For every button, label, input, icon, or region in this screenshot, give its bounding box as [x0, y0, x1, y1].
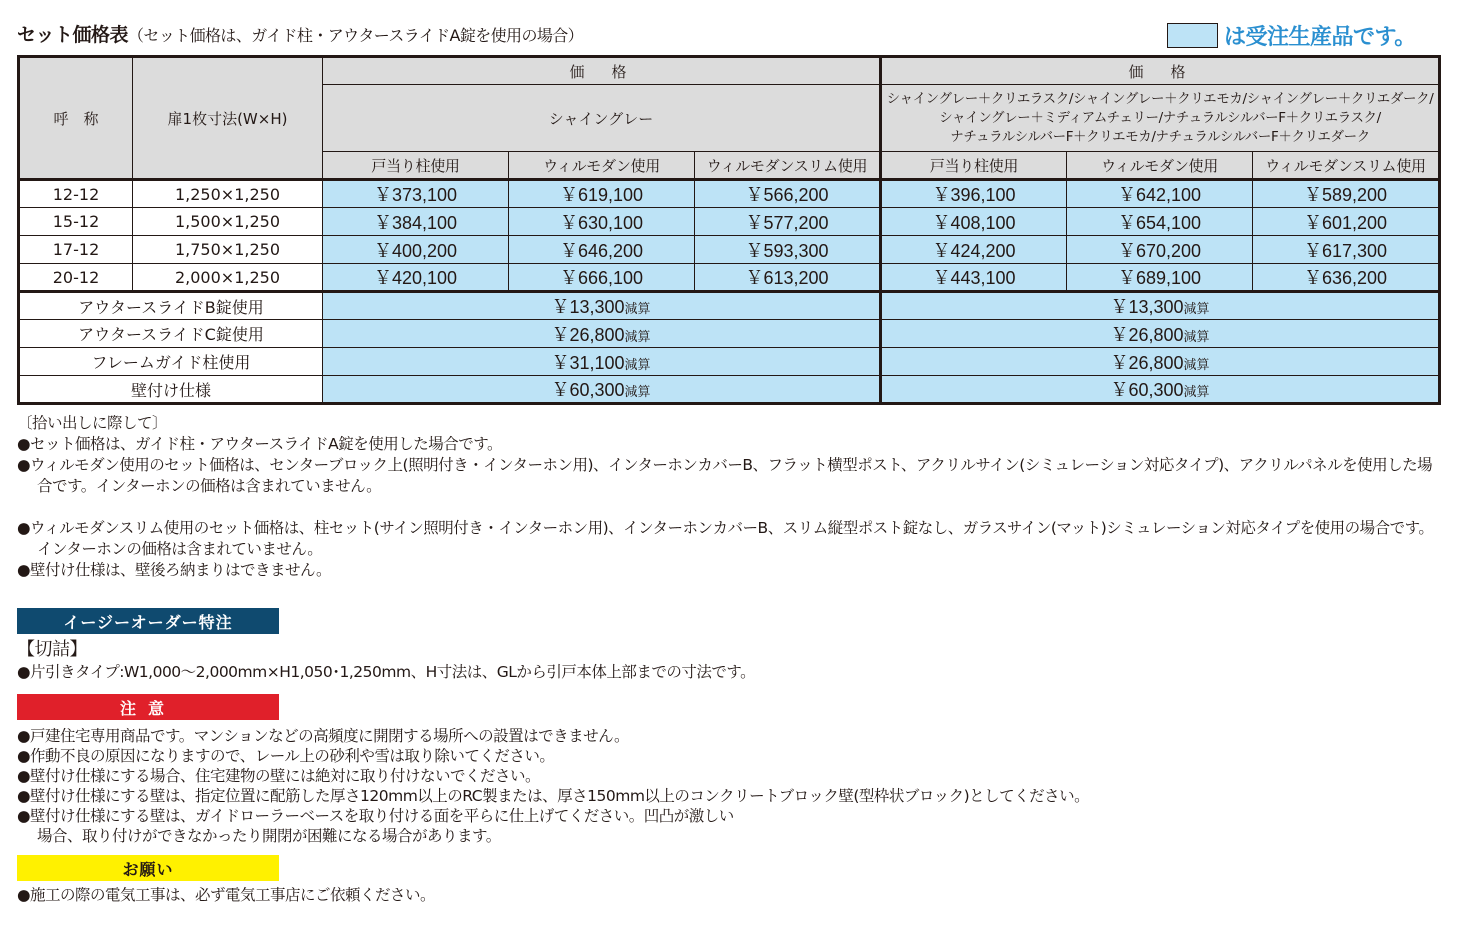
note-item: ●ウィルモダン使用のセット価格は、センターブロック上(照明付き・インターホン用)、インターホンカバーB、フラット横型ポスト、アクリルサイン(シミュレーション対応タイプ)、アクリルパネルを使用した場合です。インターホンの価格は含まれていません。	[17, 456, 1433, 495]
title-main: セット価格表	[17, 24, 129, 46]
note-item: ●ウィルモダンスリム使用のセット価格は、柱セット(サイン照明付き・インターホン用)、インターホンカバーB、スリム縦型ポスト錠なし、ガラスサイン(マット)シミュレーション対応タイプを使用の場合です。インターホンの価格は含まれていません。	[17, 519, 1434, 558]
note-item: ●セット価格は、ガイド柱・アウタースライドA錠を使用した場合です。	[17, 435, 503, 453]
cell-name: 20-12	[19, 264, 133, 292]
header-series-2	[881, 85, 1440, 152]
caution-item: ●壁付け仕様にする壁は、指定位置に配筋した厚さ120mm以上のRC製または、厚さ150mm以上のコンクリートブロック壁(型枠状ブロック)としてください。	[17, 787, 1090, 805]
option-deduction-1: ￥26,800減算	[323, 320, 881, 348]
header-sub-col: ウィルモダンスリム使用	[695, 152, 881, 180]
caution-item: ●戸建住宅専用商品です。マンションなどの高頻度に開閉する場所への設置はできません。	[17, 727, 630, 745]
cell-price: ￥670,200	[1067, 236, 1253, 264]
cell-price: ￥577,200	[695, 208, 881, 236]
option-deduction-2: ￥26,800減算	[881, 348, 1440, 376]
header-price-1: 価 格	[323, 57, 881, 85]
cell-size: 1,250×1,250	[133, 180, 323, 208]
cell-price: ￥619,100	[509, 180, 695, 208]
option-row	[19, 292, 1440, 320]
table-row	[19, 264, 1440, 292]
table-row	[19, 180, 1440, 208]
option-deduction-1: ￥13,300減算	[323, 292, 881, 320]
page-title	[17, 20, 583, 48]
cell-price: ￥566,200	[695, 180, 881, 208]
option-deduction-1: ￥31,100減算	[323, 348, 881, 376]
cell-price: ￥443,100	[881, 264, 1067, 292]
notes-heading: 〔拾い出しに際して〕	[17, 414, 168, 432]
table-row	[19, 236, 1440, 264]
option-row	[19, 376, 1440, 404]
cell-price: ￥601,200	[1253, 208, 1440, 236]
cell-price: ￥642,100	[1067, 180, 1253, 208]
option-label: アウタースライドB錠使用	[19, 292, 323, 320]
cut-item: ●片引きタイプ:W1,000～2,000mm×H1,050･1,250mm、H寸法は、GLから引戸本体上部までの寸法です。	[17, 663, 756, 681]
option-deduction-2: ￥60,300減算	[881, 376, 1440, 404]
caution-banner: 注意	[17, 694, 279, 720]
header-name: 呼 称	[19, 57, 133, 180]
cell-price: ￥420,100	[323, 264, 509, 292]
header-sub-col: ウィルモダン使用	[509, 152, 695, 180]
option-deduction-1: ￥60,300減算	[323, 376, 881, 404]
caution-item: ●壁付け仕様にする壁は、ガイドローラーベースを取り付ける面を平らに仕上げてください。凹凸が激しい場合、取り付けができなかったり開閉が困難になる場合があります。	[17, 807, 734, 845]
cell-price: ￥593,300	[695, 236, 881, 264]
series-2-line: シャイングレー＋ミディアムチェリー/ナチュラルシルバーF＋クリエラスク/	[939, 109, 1381, 126]
cell-size: 1,750×1,250	[133, 236, 323, 264]
table-row	[19, 208, 1440, 236]
header-sub-col: ウィルモダン使用	[1067, 152, 1253, 180]
cell-size: 2,000×1,250	[133, 264, 323, 292]
option-row	[19, 348, 1440, 376]
note-item: ●壁付け仕様は、壁後ろ納まりはできません。	[17, 561, 331, 579]
cell-size: 1,500×1,250	[133, 208, 323, 236]
option-deduction-2: ￥13,300減算	[881, 292, 1440, 320]
cell-name: 12-12	[19, 180, 133, 208]
caution-item: ●作動不良の原因になりますので、レール上の砂利や雪は取り除いてください。	[17, 747, 555, 765]
cell-price: ￥613,200	[695, 264, 881, 292]
header-sub-col: 戸当り柱使用	[881, 152, 1067, 180]
header-series-1: シャイングレー	[323, 85, 881, 152]
cell-price: ￥424,200	[881, 236, 1067, 264]
cell-price: ￥646,200	[509, 236, 695, 264]
cell-price: ￥400,200	[323, 236, 509, 264]
caution-item: ●壁付け仕様にする場合、住宅建物の壁には絶対に取り付けないでください。	[17, 767, 541, 785]
cell-name: 17-12	[19, 236, 133, 264]
option-deduction-2: ￥26,800減算	[881, 320, 1440, 348]
cell-price: ￥384,100	[323, 208, 509, 236]
cell-price: ￥396,100	[881, 180, 1067, 208]
cell-price: ￥689,100	[1067, 264, 1253, 292]
cell-price: ￥666,100	[509, 264, 695, 292]
header-sub-col: 戸当り柱使用	[323, 152, 509, 180]
cut-list	[17, 662, 755, 682]
caution-list	[17, 726, 1317, 846]
cut-title: 【切詰】	[17, 639, 87, 660]
cell-price: ￥654,100	[1067, 208, 1253, 236]
option-label: 壁付け仕様	[19, 376, 323, 404]
cell-price: ￥373,100	[323, 180, 509, 208]
cell-price: ￥617,300	[1253, 236, 1440, 264]
header-size: 扉1枚寸法(W×H)	[133, 57, 323, 180]
request-item: ●施工の際の電気工事は、必ず電気工事店にご依頼ください。	[17, 886, 436, 904]
header-sub-col: ウィルモダンスリム使用	[1253, 152, 1440, 180]
request-banner: お願い	[17, 855, 279, 881]
legend-text: は受注生産品です。	[1224, 25, 1416, 50]
easy-order-banner: イージーオーダー特注	[17, 608, 279, 634]
cell-name: 15-12	[19, 208, 133, 236]
legend-swatch	[1167, 23, 1218, 48]
title-sub: （セット価格は、ガイド柱・アウタースライドA錠を使用の場合）	[128, 26, 584, 45]
option-label: アウタースライドC錠使用	[19, 320, 323, 348]
series-2-line: シャイングレー＋クリエラスク/シャイングレー＋クリエモカ/シャイングレー＋クリエダーク/	[886, 90, 1434, 107]
made-to-order-legend	[1167, 20, 1416, 51]
cell-price: ￥589,200	[1253, 180, 1440, 208]
header-price-2: 価 格	[881, 57, 1440, 85]
cell-price: ￥408,100	[881, 208, 1067, 236]
price-table	[17, 55, 1441, 405]
option-row	[19, 320, 1440, 348]
cell-price: ￥636,200	[1253, 264, 1440, 292]
cell-price: ￥630,100	[509, 208, 695, 236]
pickup-notes	[17, 413, 1447, 581]
option-label: フレームガイド柱使用	[19, 348, 323, 376]
request-list	[17, 885, 435, 905]
series-2-line: ナチュラルシルバーF＋クリエモカ/ナチュラルシルバーF＋クリエダーク	[950, 128, 1370, 145]
